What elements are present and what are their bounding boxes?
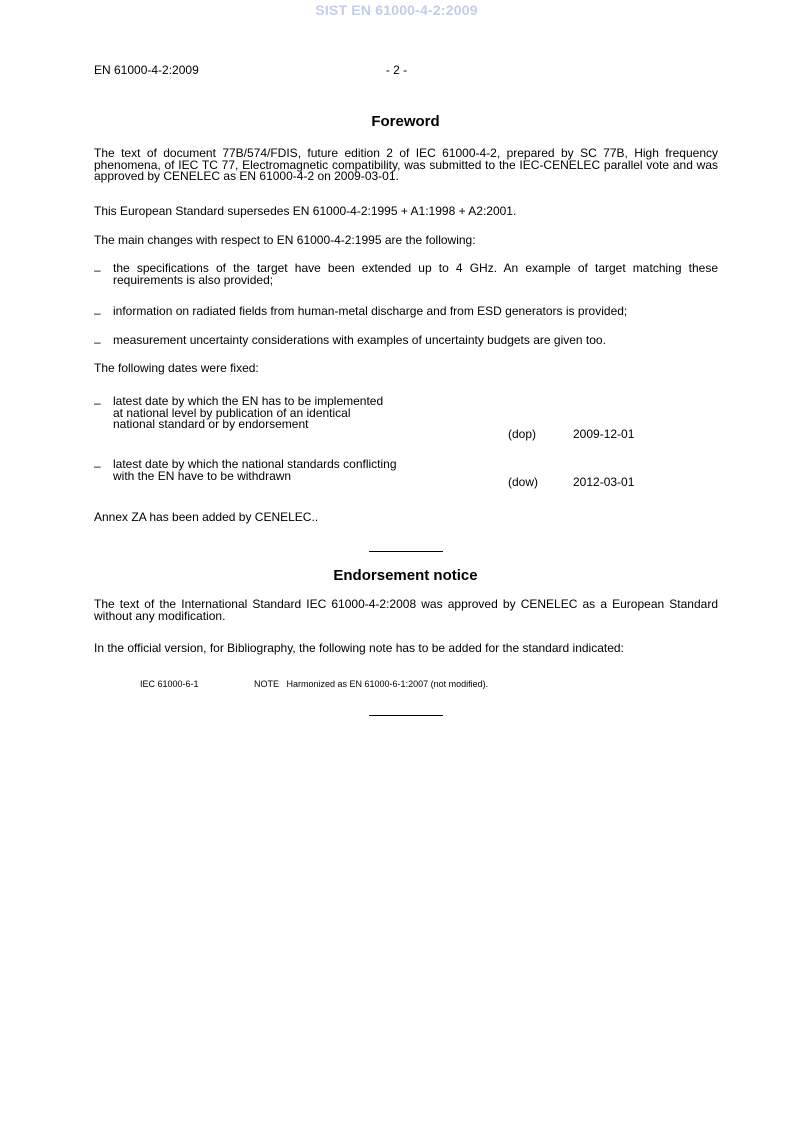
foreword-heading: Foreword xyxy=(371,113,440,130)
date-dop-abbr: (dop) xyxy=(508,427,537,441)
bibliography-note: NOTE Harmonized as EN 61000-6-1:2007 (not modified). xyxy=(254,679,489,689)
section-divider xyxy=(369,551,443,552)
endorsement-paragraph-2: In the official version, for Bibliography, the following note has to be added for the standard indicated: xyxy=(94,641,624,655)
bibliography-reference: IEC 61000-6-1 xyxy=(140,679,199,689)
list-bullet: – xyxy=(94,335,101,349)
watermark-text: SIST EN 61000-4-2:2009 xyxy=(315,2,478,18)
date-dow-line-1: latest date by which the national standards conflicting xyxy=(113,457,397,471)
document-id: EN 61000-4-2:2009 xyxy=(94,63,199,77)
foreword-paragraph-2: This European Standard supersedes EN 61000-4-2:1995 + A1:1998 + A2:2001. xyxy=(94,204,517,218)
section-divider xyxy=(369,715,443,716)
endorsement-heading: Endorsement notice xyxy=(333,567,478,584)
list-bullet: – xyxy=(94,263,101,277)
list-bullet: – xyxy=(94,459,101,473)
page-number: - 2 - xyxy=(385,63,408,77)
date-dow-value: 2012-03-01 xyxy=(573,475,635,489)
change-item-2: information on radiated fields from human-metal discharge and from ESD generators is provided; xyxy=(113,304,628,318)
dates-intro: The following dates were fixed: xyxy=(94,361,259,375)
date-dow-abbr: (dow) xyxy=(508,475,539,489)
change-item-1: the specifications of the target have been extended up to 4 GHz. An example of target matching these requirements is also provided; xyxy=(113,261,718,287)
endorsement-paragraph-1: The text of the International Standard IEC 61000-4-2:2008 was approved by CENELEC as a European Standard without any modification. xyxy=(94,597,718,623)
date-item-dop xyxy=(113,396,483,431)
date-dow-line-2: with the EN have to be withdrawn xyxy=(113,468,292,483)
foreword-paragraph-3: The main changes with respect to EN 61000-4-2:1995 are the following: xyxy=(94,233,476,247)
list-bullet: – xyxy=(94,396,101,410)
date-item-dow xyxy=(113,459,483,482)
annex-note: Annex ZA has been added by CENELEC.. xyxy=(94,510,319,524)
change-item-3: measurement uncertainty considerations with examples of uncertainty budgets are given too. xyxy=(113,333,606,347)
foreword-paragraph-1: The text of document 77B/574/FDIS, future edition 2 of IEC 61000-4-2, prepared by SC 77B, High frequency phenomena, of IEC TC 77, Electromagnetic compatibility, was submitted to the IEC-CENELEC parallel vote and was approved by CENELEC as EN 61000-4-2 on 2009-03-01. xyxy=(94,146,718,183)
list-bullet: – xyxy=(94,306,101,320)
date-dop-line-2: at national level by publication of an identical xyxy=(113,405,351,420)
date-dop-line-1: latest date by which the EN has to be implemented xyxy=(113,394,384,408)
date-dop-value: 2009-12-01 xyxy=(573,427,635,441)
date-dop-line-3: national standard or by endorsement xyxy=(113,417,309,431)
